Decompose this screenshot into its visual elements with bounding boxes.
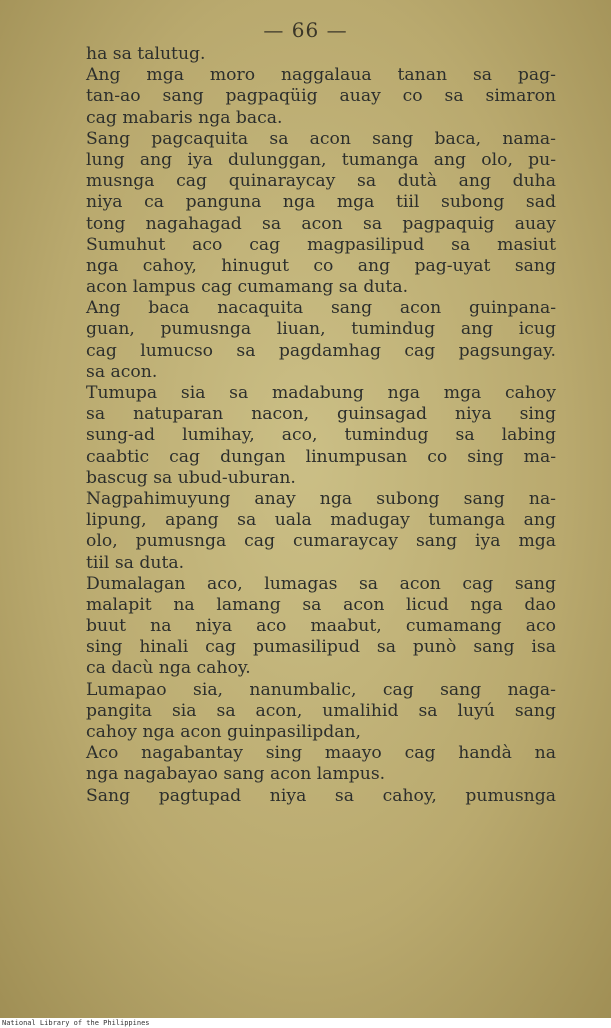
text-line: tiil sa duta. [86,552,185,573]
text-line: buut na niya aco maabut, cumamang aco [86,616,556,637]
text-line: cag lumucso sa pagdamhag cag pagsungay. [86,340,556,361]
text-line: sa acon. [86,361,158,382]
text-line: lipung, apang sa uala madugay tumanga ang [86,510,556,531]
text-line: cag mabaris nga baca. [86,107,283,128]
text-line: Ang baca nacaquita sang acon guinpana- [86,298,556,319]
text-line: Ang mga moro naggalaua tanan sa pag- [86,65,556,86]
text-line: caabtic cag dungan linumpusan co sing ma- [86,446,556,467]
text-line: sa natuparan nacon, guinsagad niya sing [86,404,556,425]
text-line: tong nagahagad sa acon sa pagpaquig auay [86,213,556,234]
text-line: bascug sa ubud-uburan. [86,467,296,488]
text-line: guan, pumusnga liuan, tumindug ang icug [86,319,556,340]
text-line: Sang pagtupad niya sa cahoy, pumusnga [86,785,556,806]
library-credit: National Library of the Philippines [0,1018,611,1028]
text-line: acon lampus cag cumamang sa duta. [86,277,409,298]
text-line: niya ca panguna nga mga tiil subong sad [86,192,556,213]
text-line: Sumuhut aco cag magpasilipud sa masiut [86,234,556,255]
text-line: ha sa talutug. [86,44,206,64]
text-line: Tumupa sia sa madabung nga mga cahoy [86,383,556,403]
text-line: Lumapao sia, nanumbalic, cag sang naga- [86,679,556,700]
text-line: malapit na lamang sa acon licud nga dao [86,594,556,615]
text-line: lung ang iya dulunggan, tumanga ang olo, pu- [86,149,556,170]
text-line: Aco nagabantay sing maayo cag handà na [86,743,556,764]
text-line: sing hinali cag pumasilipud sa punò sang isa [86,637,556,658]
text-line: ca dacù nga cahoy. [86,658,251,679]
text-line: Nagpahimuyung anay nga subong sang na- [86,488,556,509]
body-text [86,44,556,807]
text-line: sung-ad lumihay, aco, tumindug sa labing [86,425,556,446]
text-line: nga cahoy, hinugut co ang pag-uyat sang [86,255,556,276]
text-line: olo, pumusnga cag cumaraycay sang iya mga [86,531,556,552]
text-line: pangita sia sa acon, umalihid sa luyú sang [86,700,556,721]
page-number: — 66 — [263,18,348,42]
text-line: musnga cag quinaraycay sa dutà ang duha [86,171,556,192]
text-line: nga nagabayao sang acon lampus. [86,764,386,785]
text-line: Sang pagcaquita sa acon sang baca, nama- [86,128,556,149]
text-line: Dumalagan aco, lumagas sa acon cag sang [86,573,556,594]
text-line: tan-ao sang pagpaqüig auay co sa simaron [86,86,556,107]
text-line: cahoy nga acon guinpasilipdan, [86,722,361,742]
